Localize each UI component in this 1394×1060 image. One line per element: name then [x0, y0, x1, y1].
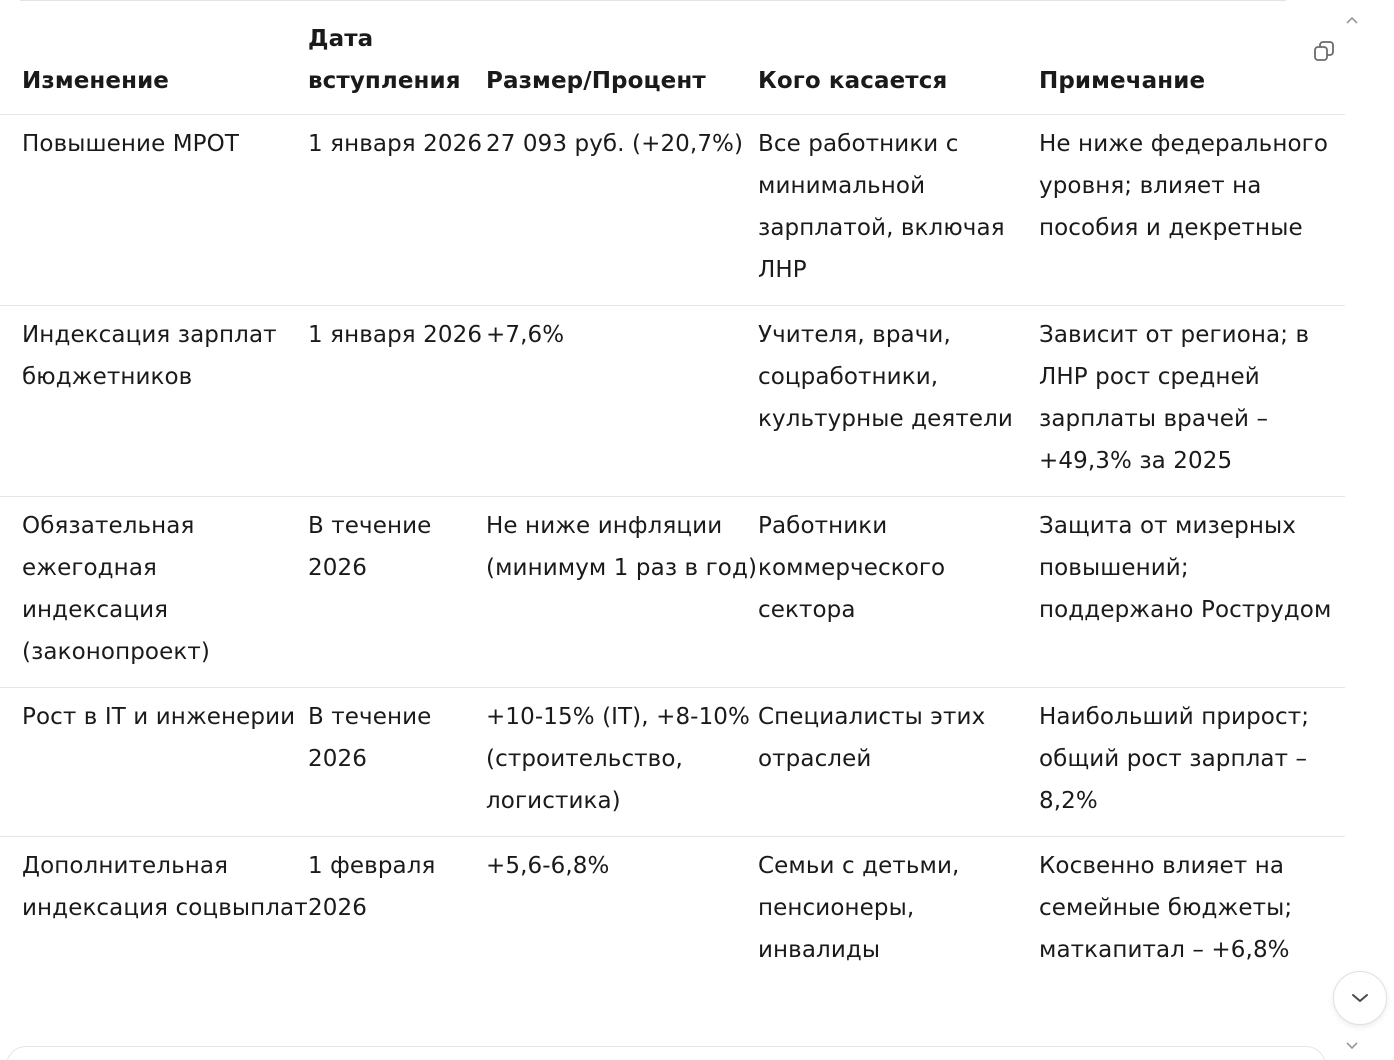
copy-table-button[interactable]: [1306, 33, 1342, 69]
chevron-up-icon: [1346, 16, 1358, 24]
cell-amount: 27 093 руб. (+20,7%): [486, 115, 758, 306]
scrollbar-down-arrow[interactable]: [1343, 1038, 1361, 1054]
cell-date: 1 января 2026: [308, 115, 486, 306]
column-header-amount: Размер/Процент: [486, 18, 758, 115]
table-row: [0, 306, 1345, 497]
column-header-note: Примечание: [1039, 18, 1345, 115]
cell-change: Повышение МРОТ: [0, 115, 308, 306]
cell-amount: Не ниже инфляции (минимум 1 раз в год): [486, 497, 758, 688]
cell-change: Индексация зарплат бюджетников: [0, 306, 308, 497]
table-row: [0, 688, 1345, 837]
cell-amount: +10-15% (IT), +8-10% (строительство, логистика): [486, 688, 758, 837]
cell-note: Защита от мизерных повышений; поддержано Рострудом: [1039, 497, 1345, 688]
table-row: [0, 837, 1345, 986]
cell-amount: +7,6%: [486, 306, 758, 497]
scroll-to-bottom-button[interactable]: [1333, 971, 1387, 1025]
cell-affected: Работники коммерческого сектора: [758, 497, 1039, 688]
cell-note: Не ниже федерального уровня; влияет на пособия и декретные: [1039, 115, 1345, 306]
cell-change: Рост в IT и инженерии: [0, 688, 308, 837]
cell-affected: Все работники с минимальной зарплатой, включая ЛНР: [758, 115, 1039, 306]
cell-change: Дополнительная индексация соцвыплат: [22, 853, 308, 921]
table-row: [0, 497, 1345, 688]
message-input-box[interactable]: [6, 1046, 1326, 1060]
chevron-down-icon: [1350, 992, 1370, 1004]
cell-affected: Специалисты этих отраслей: [758, 688, 1039, 837]
column-header-date: Дата вступления: [308, 18, 486, 115]
cell-date: 1 января 2026: [308, 306, 486, 497]
scrollbar-up-arrow[interactable]: [1343, 12, 1361, 28]
chevron-down-icon: [1346, 1042, 1358, 1050]
cell-note: Зависит от региона; в ЛНР рост средней зарплаты врачей – +49,3% за 2025: [1039, 306, 1345, 497]
column-header-change: Изменение: [0, 18, 308, 115]
cell-affected: Учителя, врачи, соцработники, культурные деятели: [758, 306, 1039, 497]
table-header-row: [0, 18, 1345, 115]
salary-changes-table: [0, 18, 1345, 985]
table-row: [0, 115, 1345, 306]
cell-date: 1 февраля 2026: [308, 853, 436, 921]
cell-date: В течение 2026: [308, 497, 486, 688]
cell-note: Косвенно влияет на семейные бюджеты; маткапитал – +6,8%: [1039, 853, 1293, 963]
copy-icon: [1312, 39, 1336, 63]
cell-amount: +5,6-6,8%: [486, 853, 610, 879]
top-divider: [20, 0, 1286, 1]
cell-change: Обязательная ежегодная индексация (законопроект): [0, 497, 308, 688]
cell-affected: Семьи с детьми, пенсионеры, инвалиды: [758, 853, 960, 963]
cell-date: В течение 2026: [308, 688, 486, 837]
column-header-affected: Кого касается: [758, 18, 1039, 115]
cell-note: Наибольший прирост; общий рост зарплат – 8,2%: [1039, 688, 1345, 837]
